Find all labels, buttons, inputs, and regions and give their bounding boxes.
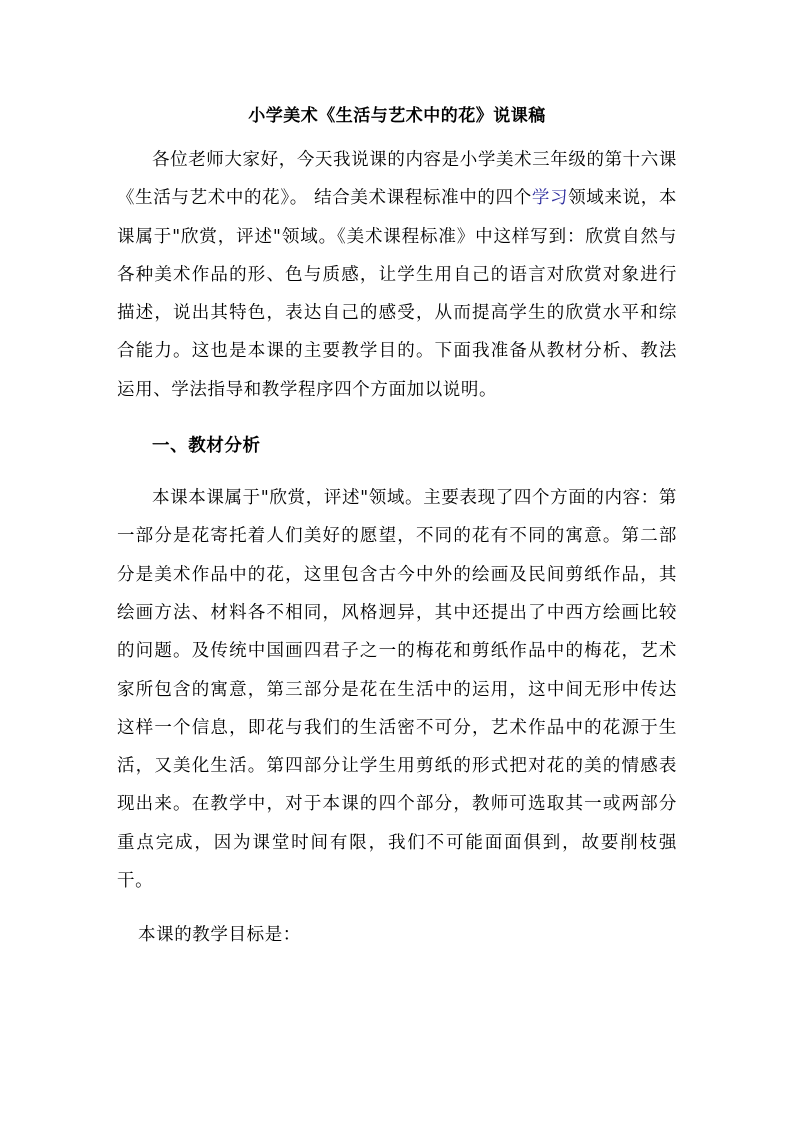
intro-text-part1: 各位老师大家好，今天我说课的内容是小学美术三年级的第十六课《生活与艺术中的花》。 结合美术课程标准中的四个	[117, 150, 677, 209]
analysis-paragraph: 本课本课属于"欣赏，评述"领域。主要表现了四个方面的内容：第一部分是花寄托着人们美好的愿望，不同的花有不同的寓意。第二部分是美术作品中的花，这里包含古今中外的绘画及民间剪纸作品，其绘画方法、材料各不相同，风格迥异，其中还提出了中西方绘画比较的问题。及传统中国画四君子之一的梅花和剪纸作品中的梅花，艺术家所包含的寓意，第三部分是花在生活中的运用，这中间无形中传达这样一个信息，即花与我们的生活密不可分，艺术作品中的花源于生活，又美化生活。第四部分让学生用剪纸的形式把对花的美的情感表现出来。在教学中，对于本课的四个部分，教师可选取其一或两部分重点完成，因为课堂时间有限，我们不可能面面俱到，故要削枝强干。	[117, 488, 677, 892]
teaching-goals-line: 本课的教学目标是：	[138, 925, 301, 946]
intro-highlight-word[interactable]: 学习	[531, 188, 569, 209]
document-title: 小学美术《生活与艺术中的花》说课稿	[248, 106, 546, 126]
intro-paragraph	[117, 141, 677, 409]
intro-text-part2: 领域来说，本课属于"欣赏，评述"领域。《美术课程标准》中这样写到：欣赏自然与各种美术作品的形、色与质感，让学生用自己的语言对欣赏对象进行描述，说出其特色，表达自己的感受，从而提高学生的欣赏水平和综合能力。这也是本课的主要教学目的。下面我准备从教材分析、教法运用、学法指导和教学程序四个方面加以说明。	[117, 188, 677, 400]
section-heading-textbook-analysis: 一、教材分析	[152, 436, 261, 457]
